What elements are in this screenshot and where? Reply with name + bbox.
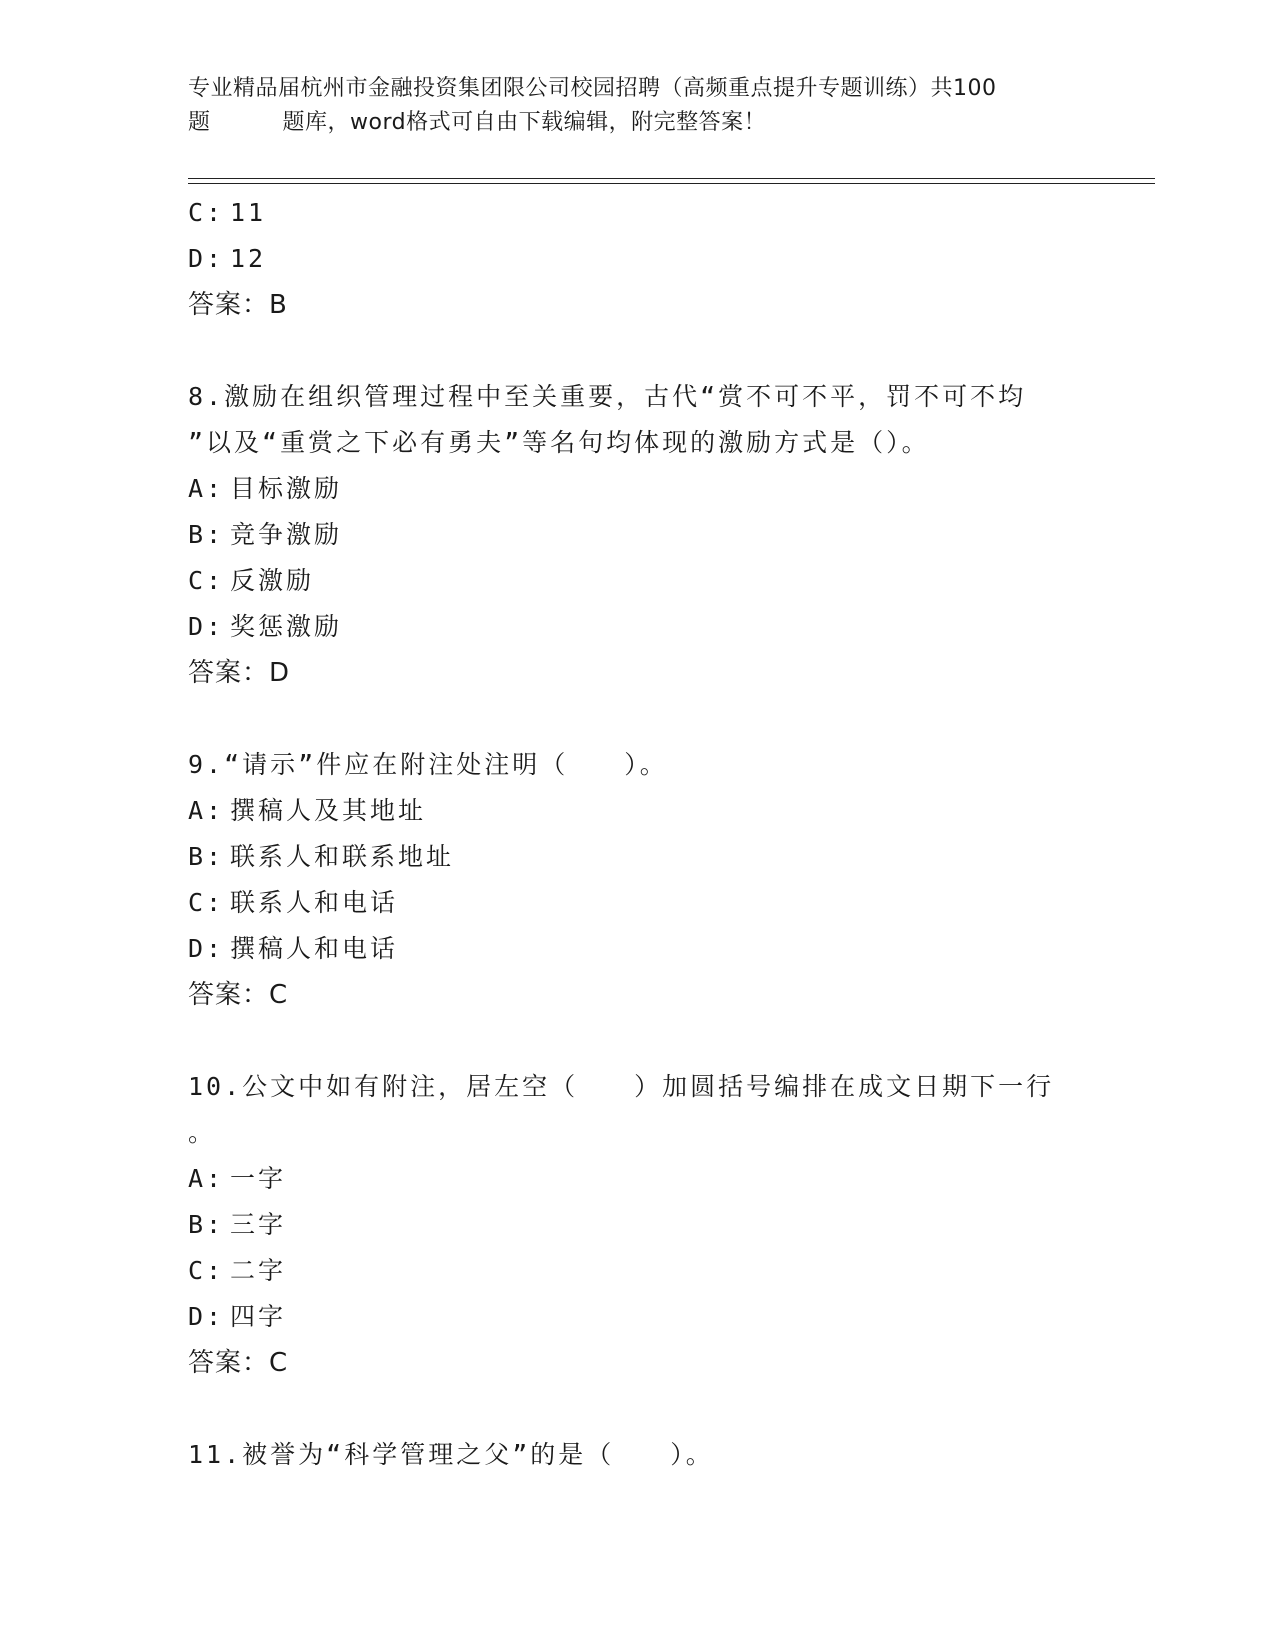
question-text-cont: 。: [188, 1118, 217, 1147]
option-d: D: 撰稿人和电话: [188, 934, 399, 963]
option-b: B: 三字: [188, 1210, 287, 1239]
option-a: A: 撰稿人及其地址: [188, 796, 427, 825]
option-c: C: 联系人和电话: [188, 888, 399, 917]
header-divider-top: [188, 178, 1155, 179]
option-a: A: 目标激励: [188, 474, 343, 503]
question-text: 8.激励在组织管理过程中至关重要，古代“赏不可不平，罚不可不均: [188, 382, 1027, 411]
option-c: C: 反激励: [188, 566, 315, 595]
question-text: 11.被誉为“科学管理之父”的是（ ）。: [188, 1440, 714, 1469]
answer-line: 答案：C: [188, 1348, 289, 1378]
question-7-tail: [188, 190, 1088, 328]
header-line-2: [188, 106, 1088, 140]
header-line-1: 专业精品届杭州市金融投资集团限公司校园招聘（高频重点提升专题训练）共100: [188, 76, 997, 101]
header-line-2-prefix: 题: [188, 110, 211, 135]
question-8: [188, 374, 1088, 696]
answer-line: 答案：B: [188, 290, 288, 320]
option-c: C: 二字: [188, 1256, 287, 1285]
header-line-2-text: 题库，word格式可自由下载编辑，附完整答案！: [282, 110, 767, 135]
question-text: 10.公文中如有附注，居左空（ ）加圆括号编排在成文日期下一行: [188, 1072, 1055, 1101]
question-list: [188, 190, 1088, 1478]
option-d: D: 12: [188, 244, 267, 273]
option-a: A: 一字: [188, 1164, 287, 1193]
answer-line: 答案：D: [188, 658, 291, 688]
option-d: D: 四字: [188, 1302, 287, 1331]
answer-line: 答案：C: [188, 980, 289, 1010]
question-9: [188, 742, 1088, 1018]
question-text-cont: ”以及“重赏之下必有勇夫”等名句均体现的激励方式是（）。: [188, 428, 930, 457]
option-b: B: 联系人和联系地址: [188, 842, 455, 871]
question-11: [188, 1432, 1088, 1478]
document-header: [188, 72, 1088, 140]
option-d: D: 奖惩激励: [188, 612, 343, 641]
option-c: C: 11: [188, 198, 267, 227]
question-10: [188, 1064, 1088, 1386]
header-divider-bottom: [188, 183, 1155, 184]
question-text: 9.“请示”件应在附注处注明（ ）。: [188, 750, 668, 779]
option-b: B: 竞争激励: [188, 520, 343, 549]
